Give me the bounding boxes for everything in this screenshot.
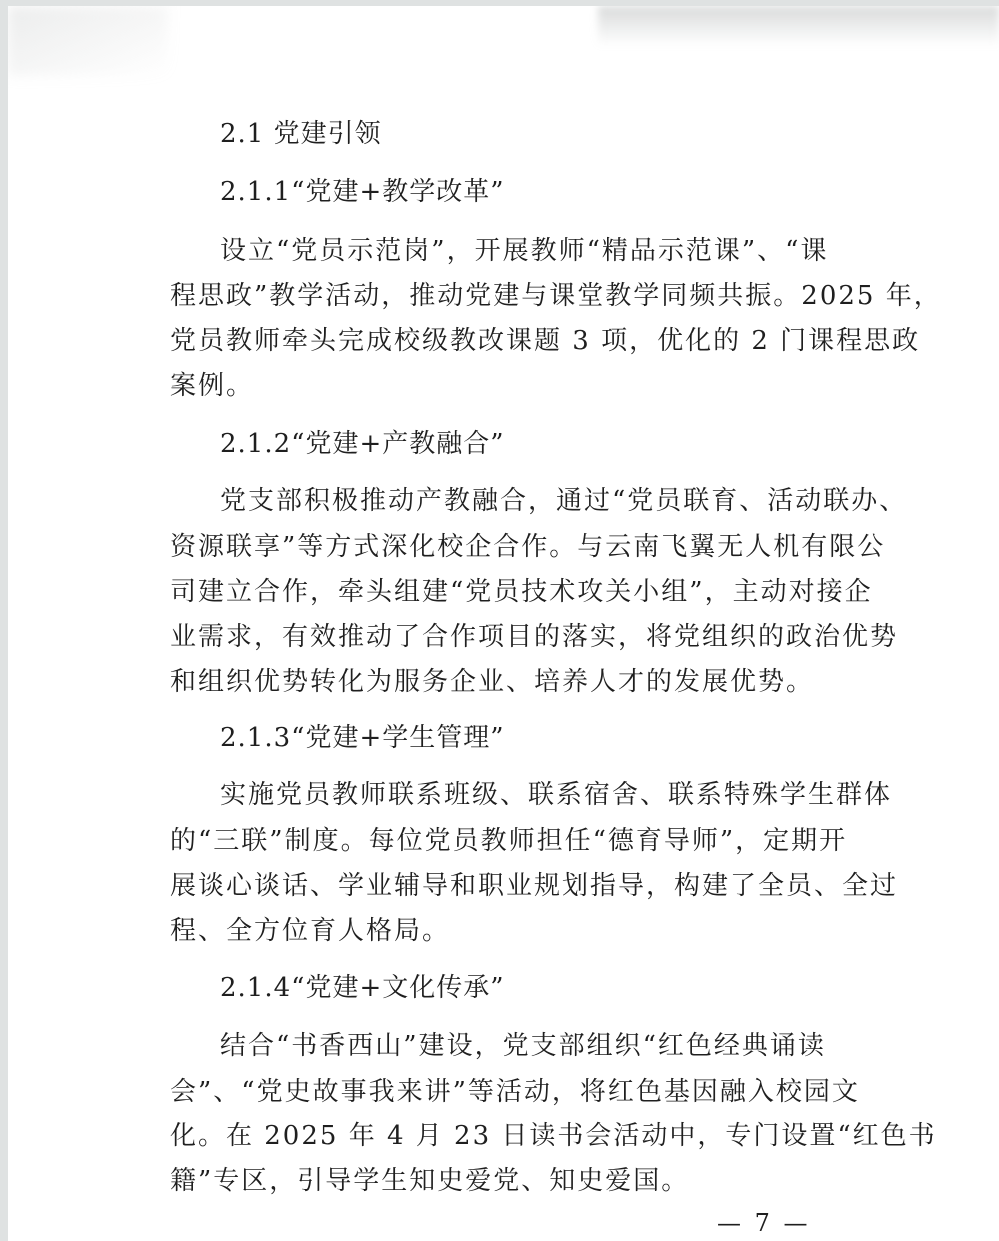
paragraph-line: 业需求，有效推动了合作项目的落实，将党组织的政治优势 [170, 622, 899, 652]
subsection-heading: 2.1.3“党建+学生管理” [220, 723, 505, 753]
paragraph-line: 程、全方位育人格局。 [170, 916, 451, 946]
document-page [8, 6, 999, 1241]
scan-shadow [598, 6, 999, 46]
subsection-heading: 2.1.4“党建+文化传承” [220, 973, 505, 1003]
paragraph-line: 的“三联”制度。每位党员教师担任“德育导师”，定期开 [170, 826, 848, 856]
paragraph-line: 和组织优势转化为服务企业、培养人才的发展优势。 [170, 667, 815, 697]
paragraph-line: 化。在 2025 年 4 月 23 日读书会活动中，专门设置“红色书 [170, 1121, 937, 1151]
subsection-heading: 2.1.2“党建+产教融合” [220, 429, 505, 459]
page-number: — 7 — [717, 1209, 811, 1237]
paragraph-line: 司建立合作，牵头组建“党员技术攻关小组”，主动对接企 [170, 577, 873, 607]
paragraph-line: 展谈心谈话、学业辅导和职业规划指导，构建了全员、全过 [170, 871, 899, 901]
paragraph-line: 资源联享”等方式深化校企合作。与云南飞翼无人机有限公 [170, 532, 886, 562]
paragraph-line: 籍”专区，引导学生知史爱党、知史爱国。 [170, 1166, 690, 1196]
paragraph-line: 党支部积极推动产教融合，通过“党员联育、活动联办、 [220, 486, 908, 516]
paragraph-line: 案例。 [170, 371, 255, 401]
paragraph-line: 党员教师牵头完成校级教改课题 3 项，优化的 2 门课程思政 [170, 326, 921, 356]
scan-shadow-left [8, 6, 168, 76]
paragraph-line: 设立“党员示范岗”，开展教师“精品示范课”、“课 [220, 236, 829, 266]
paragraph-line: 会”、“党史故事我来讲”等活动，将红色基因融入校园文 [170, 1077, 860, 1107]
subsection-heading: 2.1.1“党建+教学改革” [220, 177, 505, 207]
paragraph-line: 程思政”教学活动，推动党建与课堂教学同频共振。2025 年， [170, 281, 942, 311]
section-heading: 2.1 党建引领 [220, 119, 382, 149]
paragraph-line: 结合“书香西山”建设，党支部组织“红色经典诵读 [220, 1031, 826, 1061]
paragraph-line: 实施党员教师联系班级、联系宿舍、联系特殊学生群体 [220, 780, 893, 810]
